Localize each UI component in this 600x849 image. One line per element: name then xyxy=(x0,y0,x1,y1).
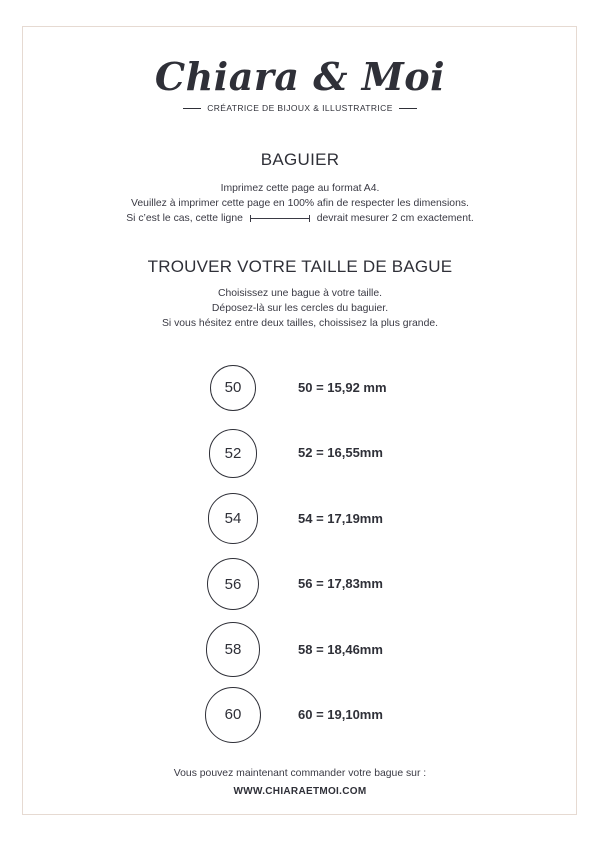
brand-tagline-row xyxy=(0,103,600,113)
footer-text: Vous pouvez maintenant commander votre bague sur : xyxy=(173,768,427,779)
guide-line-2: Déposez-là sur les cercles du baguier. xyxy=(211,303,389,314)
ring-circle-60: 60 xyxy=(205,687,261,743)
guide-line-3: Si vous hésitez entre deux tailles, choissisez la plus grande. xyxy=(161,318,439,329)
calibration-line xyxy=(250,215,310,222)
tagline-rule-left xyxy=(183,108,201,109)
ring-size-label-52: 52 = 16,55mm xyxy=(298,445,383,461)
ring-circle-54: 54 xyxy=(208,493,259,544)
ring-size-label-58: 58 = 18,46mm xyxy=(298,641,383,657)
tagline-rule-right xyxy=(399,108,417,109)
print-line-3-after: devrait mesurer 2 cm exactement. xyxy=(316,213,474,224)
print-line-2: Veuillez à imprimer cette page en 100% afin de respecter les dimensions. xyxy=(131,198,469,209)
print-instructions xyxy=(0,181,600,226)
baguier-title: BAGUIER xyxy=(260,150,340,169)
brand-logo: Chiara & Moi xyxy=(154,54,446,99)
ring-circle-58: 58 xyxy=(206,622,260,676)
website-link[interactable]: WWW.CHIARAETMOI.COM xyxy=(233,786,367,797)
print-line-1: Imprimez cette page au format A4. xyxy=(220,183,380,194)
ring-size-label-60: 60 = 19,10mm xyxy=(298,707,383,722)
guide-title: TROUVER VOTRE TAILLE DE BAGUE xyxy=(147,257,453,276)
guide-line-1: Choisissez une bague à votre taille. xyxy=(217,288,383,299)
page-border xyxy=(22,26,577,815)
ring-size-label-56: 56 = 17,83mm xyxy=(298,576,383,592)
ring-size-label-50: 50 = 15,92 mm xyxy=(298,380,387,395)
print-line-3 xyxy=(0,211,600,226)
guide-instructions xyxy=(0,286,600,331)
ring-circle-52: 52 xyxy=(209,429,258,478)
brand-tagline: CRÉATRICE DE BIJOUX & ILLUSTRATRICE xyxy=(207,103,393,113)
print-line-3-before: Si c’est le cas, cette ligne xyxy=(126,213,243,224)
ring-circle-50: 50 xyxy=(210,365,257,412)
ring-size-label-54: 54 = 17,19mm xyxy=(298,510,383,526)
ring-circle-56: 56 xyxy=(207,558,260,611)
